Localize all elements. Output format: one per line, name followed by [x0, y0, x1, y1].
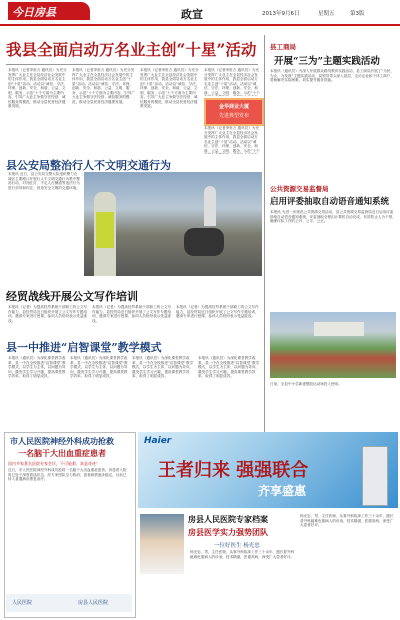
hospital-logo-right: 房县人民医院 [78, 600, 109, 606]
main-headline-rule [6, 64, 258, 65]
sports-field-caption: 日前，全县中小学新建塑胶运动场投入使用。 [270, 382, 342, 386]
training-body-1: 本报讯（记者）为提高经贸系统干部职工的公文写作能力，县经贸局近日组织开展了公文写作专题培训，邀请专家进行授课，参训人员纷纷表示受益匪浅。 [8, 305, 88, 323]
page-number: 第3版 [350, 11, 365, 17]
smart-class-body-1: 本报讯（通讯员）为深化课堂教学改革，县一中在全校推进“启智课堂”教学模式，以学生为主体，以问题为导向，激发学生学习兴趣，提高课堂教学效率，取得了明显成效。 [8, 356, 66, 378]
pedestrian-figure [204, 186, 216, 226]
expert-body-2: 杨光忠，男，主任医师，从事外科临床工作三十余年，擅长普外科疑难危重病人的诊治，技术精湛，医德高尚，深受广大患者好评。 [300, 514, 394, 527]
logo-text: 今日房县 [12, 6, 56, 19]
smart-class-headline: 县一中推进“启智课堂”教学模式 [6, 341, 162, 354]
main-body-1: 本报讯（记者李世万 通讯员）为充分发挥广大业主在全县经济社会发展中的主体作用，我县全面启动万名业主创“十星”活动。活动以“诚信、守法、环保、创新、安全、和谐、公益、文明、服务、示范”十个方面为主要内容，引导广大业主争做守法经营、诚信服务的模范，推动全县民营经济健康发展。 [8, 68, 68, 108]
issue-date: 2013年9月6日 [262, 11, 300, 17]
masthead-rule [0, 24, 400, 26]
main-body-2: 本报讯（记者李世万 通讯员）为充分发挥广大业主在全县经济社会发展中的主体作用，我县全面启动万名业主创“十星”活动。活动以“诚信、守法、环保、创新、安全、和谐、公益、文明、服务、示范”十个方面为主要内容，引导广大业主争做守法经营、诚信服务的模范，推动全县民营经济健康发展。 [72, 68, 135, 104]
expert-portrait [140, 514, 184, 574]
haier-ad [138, 432, 398, 508]
main-banner [204, 98, 264, 126]
smart-class-body-3: 本报讯（通讯员）为深化课堂教学改革，县一中在全校推进“启智课堂”教学模式，以学生为主体，以问题为导向，激发学生学习兴趣，提高课堂教学效率，取得了明显成效。 [132, 356, 194, 378]
expert-body-1: 杨光忠，男，主任医师，从事外科临床工作三十余年，擅长普外科疑难危重病人的诊治，技术精湛，医德高尚，深受广大患者好评。 [190, 550, 295, 559]
hospital-body: 近日，市人民医院神经外科成功抢救一名脑干大出血重症患者。该患者入院时已处于深度昏迷状态，经专家团队全力救治，患者病情逐步稳定，目前已转入普通病房康复治疗。 [8, 468, 127, 481]
expert-subheadline: 房县医学实力强势团队 [188, 527, 268, 537]
issue-weekday: 星期五 [318, 11, 335, 17]
banner-bottom-text: 先进典型发布 [218, 113, 249, 119]
main-body-4: 本报讯（记者李世万 通讯员）为充分发挥广大业主在全县经济社会发展中的主体作用，我县全面启动万名业主创“十星”活动。活动以“诚信、守法、环保、创新、安全、和谐、公益、文明、服务、示范”十个 [204, 68, 260, 95]
hospital-footer [6, 594, 132, 612]
masthead [0, 0, 400, 27]
ad-sub: 齐享盛惠 [258, 484, 307, 498]
right-top-kicker: 县工商局 [270, 43, 296, 51]
training-headline: 经贸战线开展公文写作培训 [6, 290, 138, 303]
hospital-headline: 市人民医院神经外科成功抢救 [10, 436, 114, 446]
training-body-2: 本报讯（记者）为提高经贸系统干部职工的公文写作能力，县经贸局近日组织开展了公文写作专题培训，邀请专家进行授课，参训人员纷纷表示受益匪浅。 [92, 305, 172, 323]
police-vest [96, 212, 114, 248]
right-top-body: 本报讯（通讯员）为深入开展群众路线教育实践活动，县工商局开展了“为民、为企、为发展”主题实践活动，局领导带头深入基层，走访企业和个体工商户，帮助解决实际困难，切实提升服务效能。 [270, 69, 395, 82]
banner-top-text: 金华商业大厦 [218, 104, 249, 110]
scooter-figure [184, 228, 224, 256]
sports-field-photo [270, 312, 396, 378]
smart-class-body-2: 本报讯（通讯员）为深化课堂教学改革，县一中在全校推进“启智课堂”教学模式，以学生为主体，以问题为导向，激发学生学习兴趣，提高课堂教学效率，取得了明显成效。 [70, 356, 128, 378]
smart-class-body-4: 本报讯（通讯员）为深化课堂教学改革，县一中在全校推进“启智课堂”教学模式，以学生为主体，以问题为导向，激发学生学习兴趣，提高课堂教学效率，取得了明显成效。 [198, 356, 260, 378]
traffic-photo [84, 172, 262, 276]
traffic-body: 本报讯 近日，县公安局交警大队组织警力在城区主要路口开展行人不文明交通行为集中整治行动，对闯红灯、不走人行横道等违法行为进行劝导和纠正，营造安全文明的交通环境。 [8, 172, 80, 190]
main-body-3: 本报讯（记者李世万 通讯员）为充分发挥广大业主在全县经济社会发展中的主体作用，我县全面启动万名业主创“十星”活动。活动以“诚信、守法、环保、创新、安全、和谐、公益、文明、服务、示范”十个方面为主要内容，引导广大业主争做守法经营、诚信服务的模范，推动全县民营经济健康发展。 [140, 68, 200, 108]
ad-slogan: 王者归来 强强联合 [158, 460, 309, 481]
hospital-lead: 国内多家著名医院专家会诊，不可能救，真是奇迹！ [8, 461, 100, 466]
column-divider [264, 35, 265, 493]
right-mid-body: 本报讯 为进一步规范公共资源交易活动，县公共资源交易监督局近日启用评委抽取自动语音通知系统，评委抽取全程由计算机自动完成，有效防止人为干预，确保评标工作的公开、公平、公正。 [270, 210, 396, 223]
training-body-3: 本报讯（记者）为提高经贸系统干部职工的公文写作能力，县经贸局近日组织开展了公文写作专题培训，邀请专家进行授课，参训人员纷纷表示受益匪浅。 [176, 305, 259, 318]
hospital-subheadline: 一名脑干大出血重症患者 [18, 448, 106, 458]
right-top-headline: 开展“三为”主题实践活动 [274, 56, 380, 67]
right-mid-headline: 启用评委抽取自动语音通知系统 [270, 197, 390, 207]
right-mid-kicker: 公共资源交易监督局 [270, 185, 329, 193]
main-body-5: 本报讯（记者李世万 通讯员）为充分发挥广大业主在全县经济社会发展中的主体作用，我县全面启动万名业主创“十星”活动。活动以“诚信、守法、环保、创新、安全、和谐、公益、文明、服务、示范”十个 [204, 126, 260, 153]
expert-headline: 房县人民医院专家档案 [188, 514, 268, 524]
hospital-logo-left: 人民医院 [12, 600, 33, 606]
section-title: 政宣 [181, 8, 203, 21]
haier-brand: Haier [144, 436, 172, 446]
main-headline: 我县全面启动万名业主创“十星”活动 [6, 40, 257, 59]
expert-name-line: 一位好医生 杨光忠 [214, 543, 260, 549]
traffic-headline: 县公安局整治行人不文明交通行为 [6, 159, 171, 172]
school-building [314, 322, 364, 336]
fridge-product [362, 446, 388, 506]
